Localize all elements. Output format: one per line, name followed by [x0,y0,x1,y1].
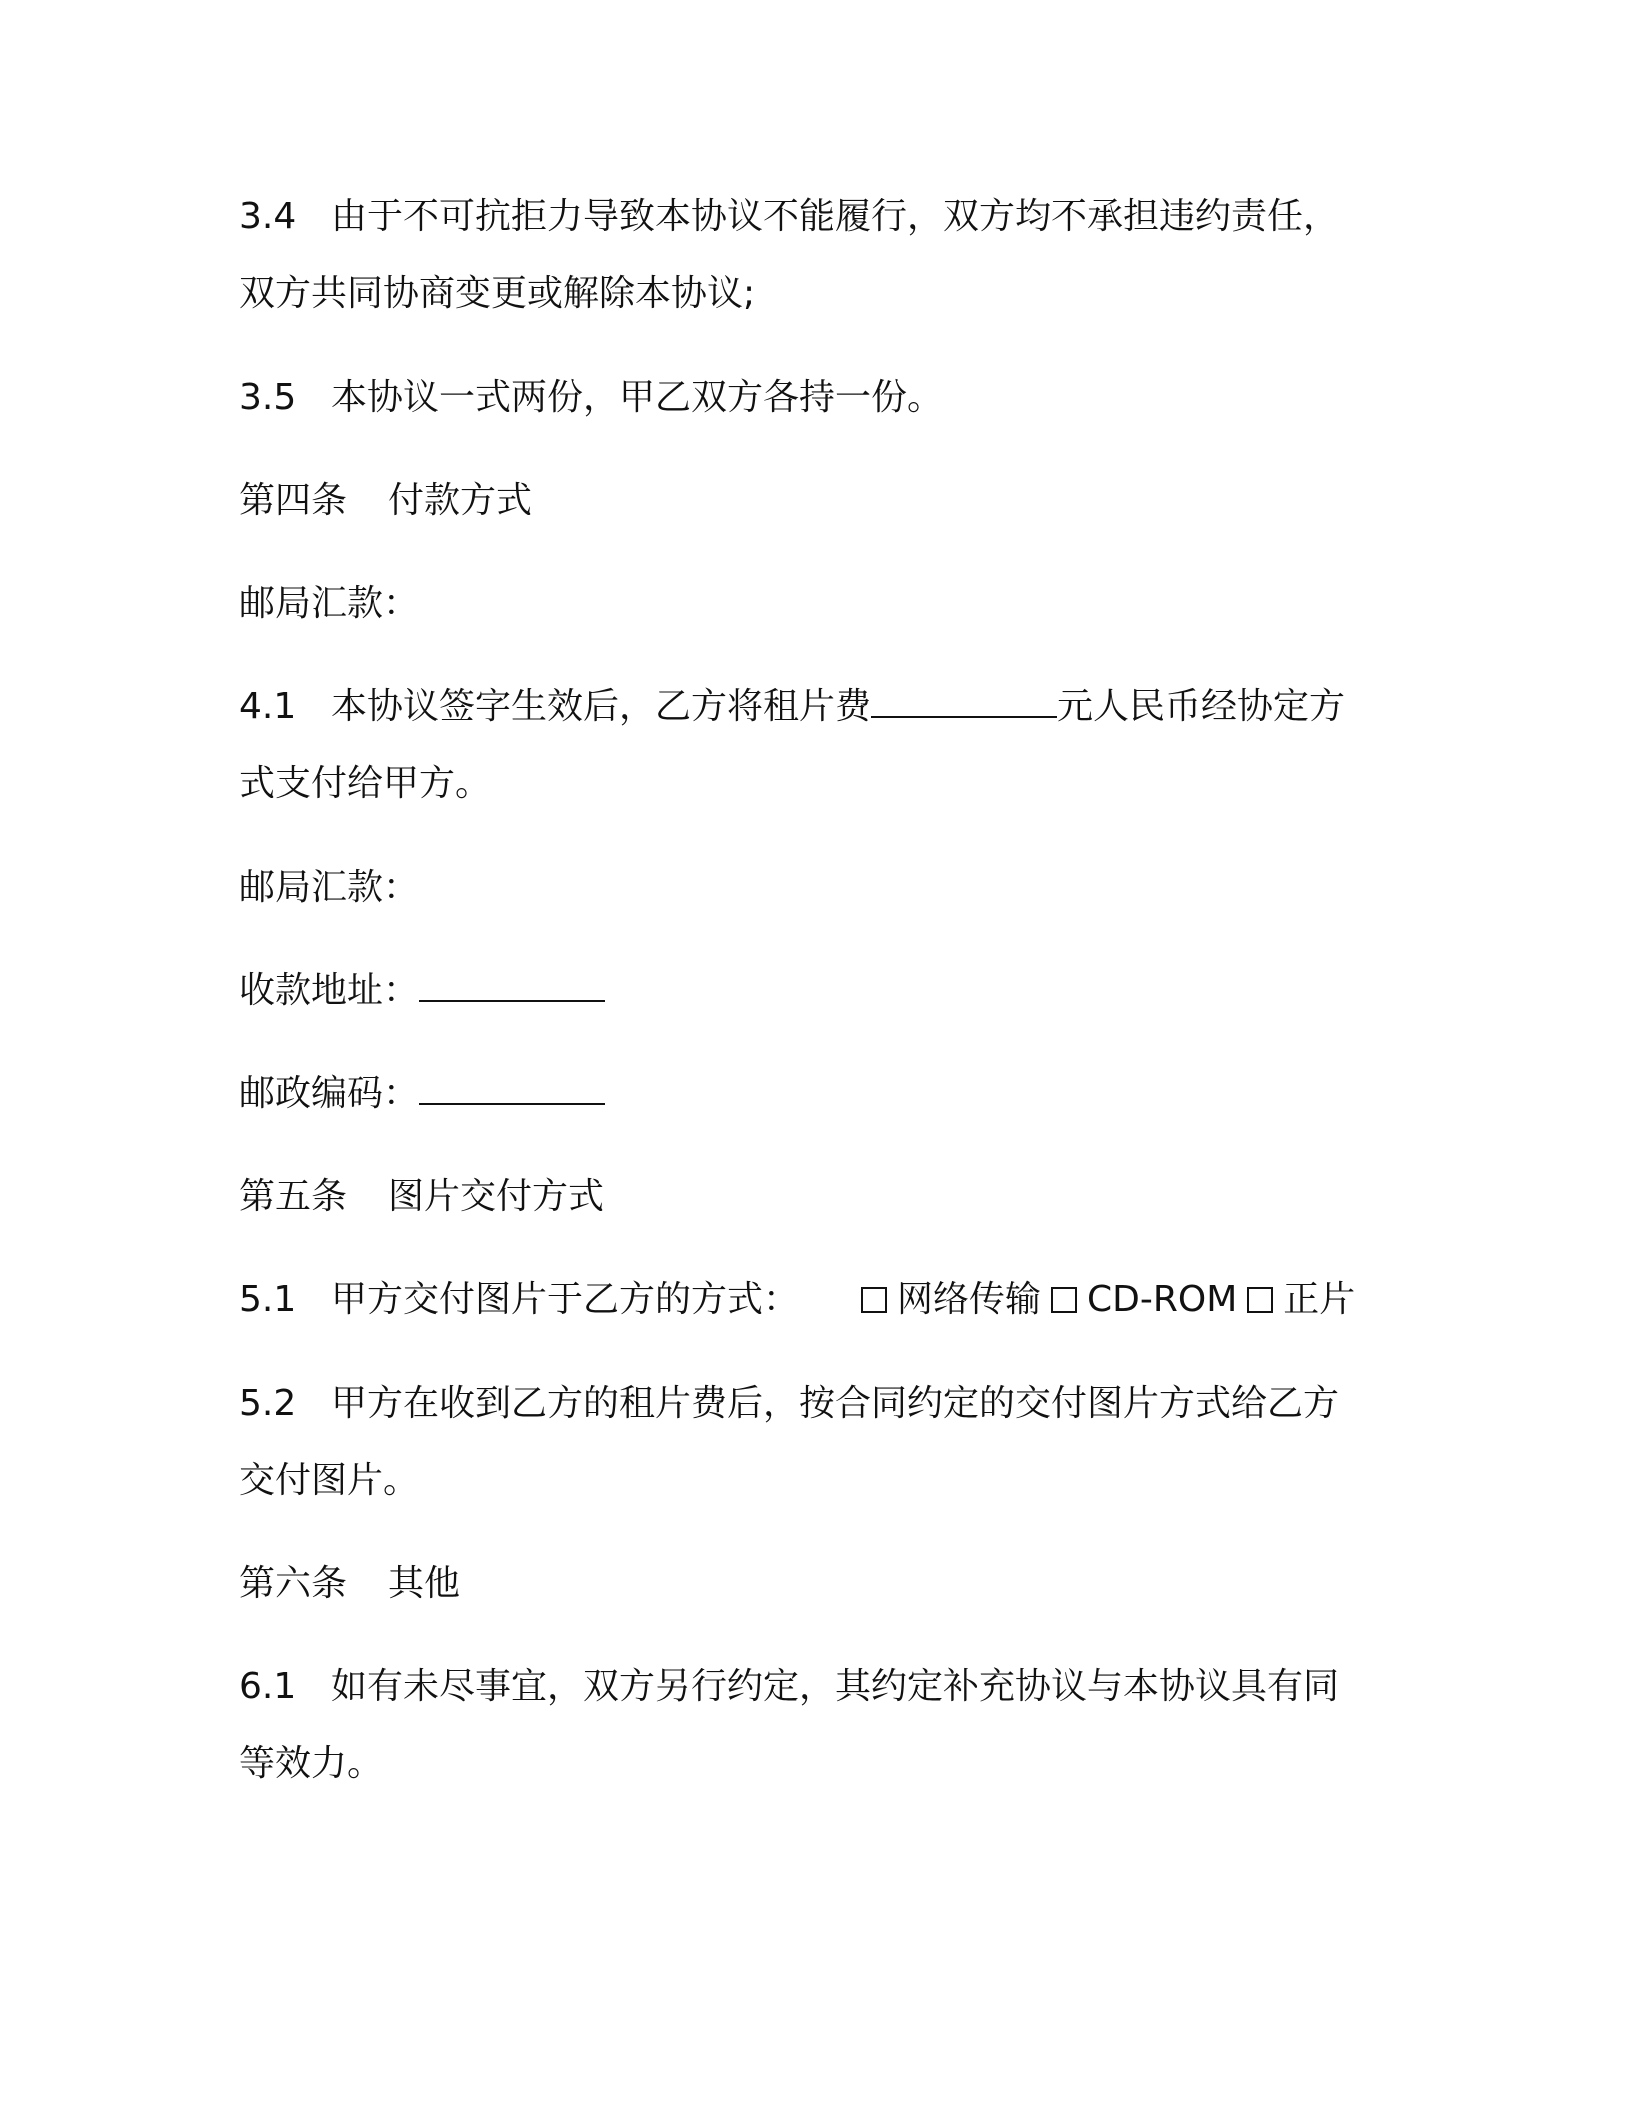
label-text: 邮局汇款： [239,867,420,908]
clause-number: 6.1 [239,1666,297,1707]
clause-text: 双方共同协商变更或解除本协议; [239,273,756,314]
postcode-field [239,1055,1369,1132]
clause-text: 本协议签字生效后，乙方将租片费 [331,686,872,727]
clause-3-5 [239,359,1369,436]
option-slide: 正片 [1283,1279,1356,1320]
clause-text: 如有未尽事宜，双方另行约定，其约定补充协议与本协议具有同 [331,1666,1340,1707]
checkbox-slide[interactable] [1247,1287,1273,1313]
article-4-heading [239,462,1369,539]
article-label: 第四条 [239,480,348,521]
address-blank[interactable] [419,964,605,1002]
clause-5-2-continuation [239,1442,1369,1519]
clause-text: 由于不可抗拒力导致本协议不能履行，双方均不承担违约责任， [331,196,1340,237]
article-5-heading [239,1158,1369,1235]
article-title: 图片交付方式 [388,1176,605,1217]
clause-number: 5.2 [239,1383,297,1424]
label-text: 邮局汇款： [239,583,420,624]
clause-text: 甲方在收到乙方的租片费后，按合同约定的交付图片方式给乙方 [331,1383,1340,1424]
option-network: 网络传输 [897,1279,1042,1320]
address-field [239,952,1369,1029]
checkbox-network[interactable] [861,1287,887,1313]
postal-remittance-label [239,565,1369,642]
clause-3-4 [239,178,1369,255]
address-label: 收款地址： [239,970,420,1011]
article-6-heading [239,1545,1369,1622]
article-title: 其他 [388,1563,461,1604]
clause-4-1-continuation [239,745,1369,822]
clause-text: 甲方交付图片于乙方的方式： [331,1279,800,1320]
article-label: 第六条 [239,1563,348,1604]
fee-amount-blank[interactable] [871,680,1057,718]
clause-5-1 [239,1261,1369,1338]
clause-5-2 [239,1365,1369,1442]
clause-text: 等效力。 [239,1743,384,1784]
postcode-label: 邮政编码： [239,1073,420,1114]
clause-text: 交付图片。 [239,1460,420,1501]
clause-6-1-continuation [239,1725,1369,1802]
clause-number: 4.1 [239,686,297,727]
clause-text: 本协议一式两份，甲乙双方各持一份。 [331,377,944,418]
clause-6-1 [239,1648,1369,1725]
article-title: 付款方式 [388,480,533,521]
clause-number: 5.1 [239,1279,297,1320]
clause-3-4-continuation [239,255,1369,332]
postcode-blank[interactable] [419,1067,605,1105]
clause-number: 3.5 [239,377,297,418]
article-label: 第五条 [239,1176,348,1217]
clause-4-1 [239,668,1369,745]
postal-remittance-label [239,849,1369,926]
option-cdrom: CD-ROM [1087,1279,1238,1320]
clause-text: 式支付给甲方。 [239,763,492,804]
checkbox-cdrom[interactable] [1051,1287,1077,1313]
clause-text: 元人民币经协定方 [1057,686,1346,727]
clause-number: 3.4 [239,196,297,237]
